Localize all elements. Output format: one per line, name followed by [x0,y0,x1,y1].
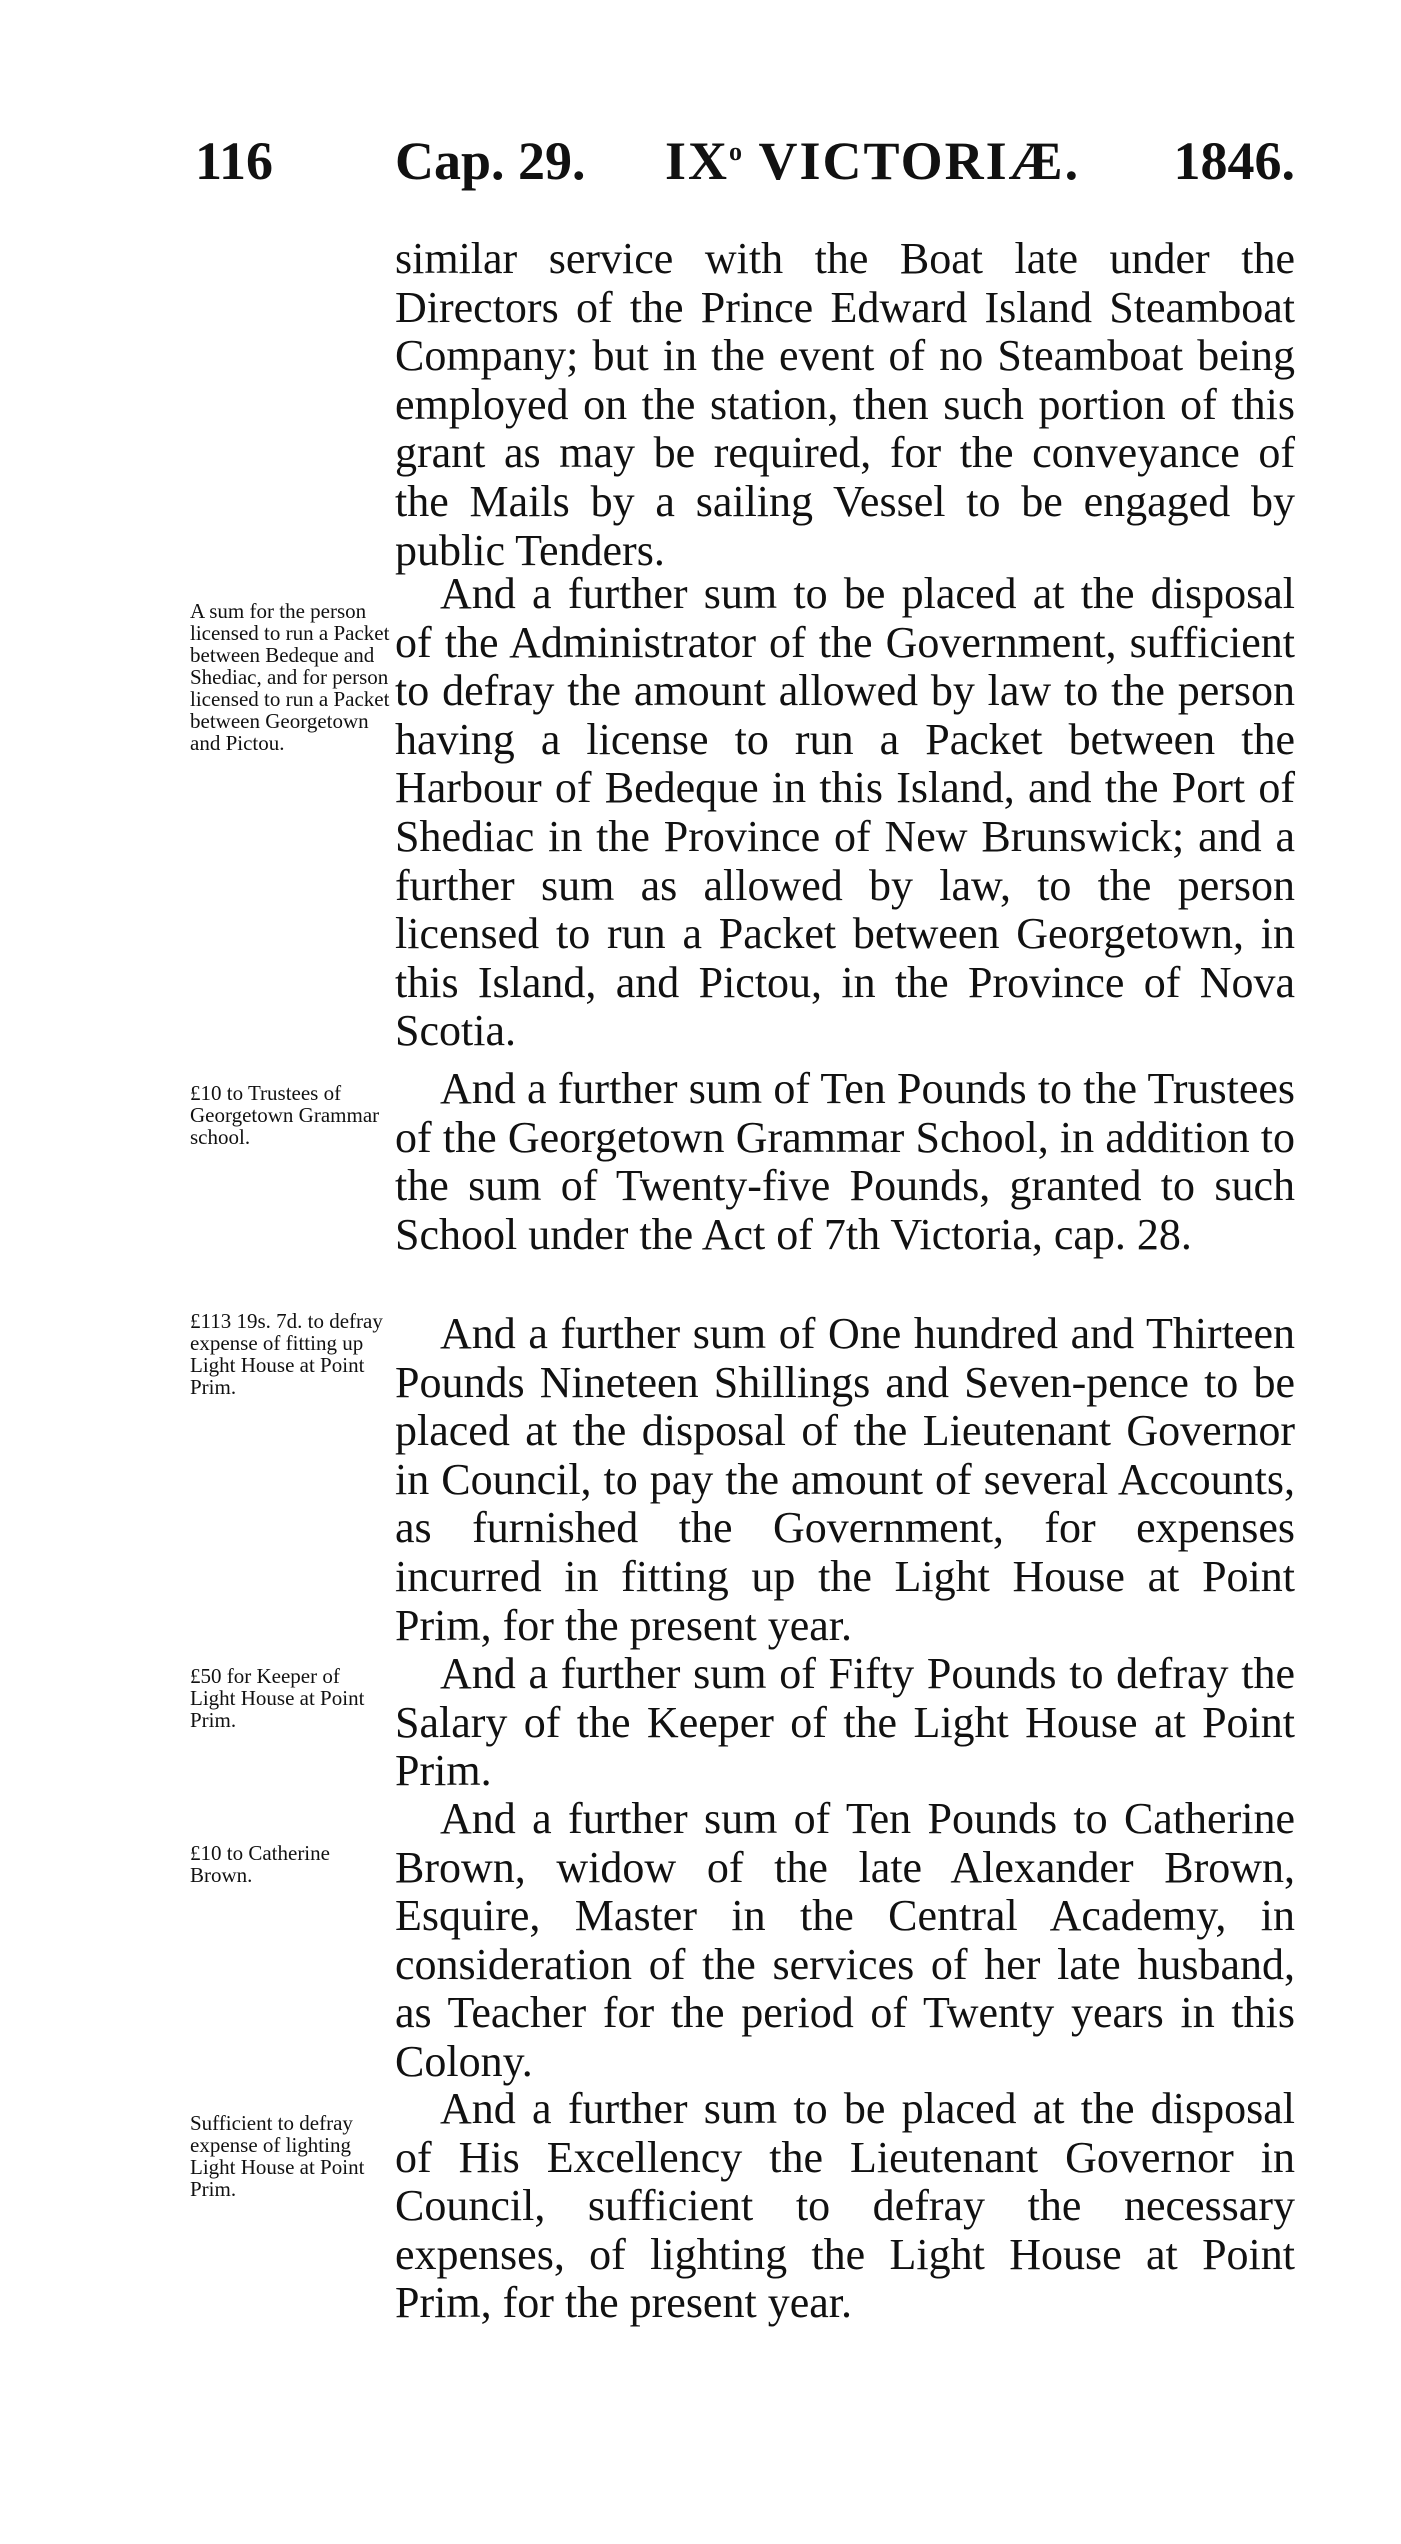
main-text-block-1 [395,235,1295,575]
body-paragraph: And a further sum of Fifty Pounds to defray the Salary of the Keeper of the Light House at Point Prim. [395,1649,1295,1796]
body-paragraph: And a further sum to be placed at the disposal of the Administrator of the Government, sufficient to defray the amount allowed by law to the person having a license to run a Packet between the Harbour of Bedeque in this Island, and the Port of Shediac in the Province of New Brunswick; and a further sum as allowed by law, to the person licensed to run a Packet between Georgetown, in this Island, and Pictou, in the Province of Nova Scotia. [395,569,1295,1056]
margin-note: £50 for Keeper of Light House at Point Prim. [190,1664,365,1732]
margin-note: £10 to Catherine Brown. [190,1841,330,1887]
year-label: 1846. [1173,131,1295,191]
title-superscript: o [729,137,745,166]
main-text-block-7 [395,2085,1295,2328]
body-paragraph: And a further sum of Ten Pounds to Catherine Brown, widow of the late Alexander Brown, Esquire, Master in the Central Academy, in consideration of the services of her late husband, as Teacher for the period of Twenty years in this Colony. [395,1794,1295,2086]
running-title [665,130,1080,192]
body-paragraph: And a further sum of Ten Pounds to the Trustees of the Georgetown Grammar School, in addition to the sum of Twenty-five Pounds, granted to such School under the Act of 7th Victoria, cap. 28. [395,1064,1295,1259]
margin-note: £10 to Trustees of Georgetown Grammar school. [190,1081,380,1149]
main-text-block-2 [395,570,1295,1056]
chapter-label: Cap. 29. [395,131,586,191]
main-text-block-5 [395,1650,1295,1796]
main-text-block-3 [395,1065,1295,1259]
body-paragraph: And a further sum of One hundred and Thirteen Pounds Nineteen Shillings and Seven-pence to be placed at the disposal of the Lieutenant Governor in Council, to pay the amount of several Accounts, as furnished the Government, for expenses incurred in fitting up the Light House at Point Prim, for the present year. [395,1309,1295,1650]
main-text-block-4 [395,1310,1295,1650]
title-prefix: IX [665,131,730,191]
margin-note: Sufficient to defray expense of lighting Light House at Point Prim. [190,2111,365,2201]
body-paragraph: similar service with the Boat late under the Directors of the Prince Edward Island Steamboat Company; but in the event of no Steamboat being employed on the station, then such portion of this grant as may be required, for the conveyance of the Mails by a sailing Vessel to be engaged by public Tenders. [395,234,1295,575]
running-header [195,130,1295,200]
margin-note: A sum for the person licensed to run a Packet between Bedeque and Shediac, and for person licensed to run a Packet between Georgetown and Pictou. [190,599,390,755]
title-suffix: VICTORIÆ. [744,131,1081,191]
margin-note: £113 19s. 7d. to defray expense of fitting up Light House at Point Prim. [190,1309,383,1399]
main-text-block-6 [395,1795,1295,2087]
body-paragraph: And a further sum to be placed at the disposal of His Excellency the Lieutenant Governor in Council, sufficient to defray the necessary expenses, of lighting the Light House at Point Prim, for the present year. [395,2084,1295,2328]
page-number: 116 [195,131,274,191]
